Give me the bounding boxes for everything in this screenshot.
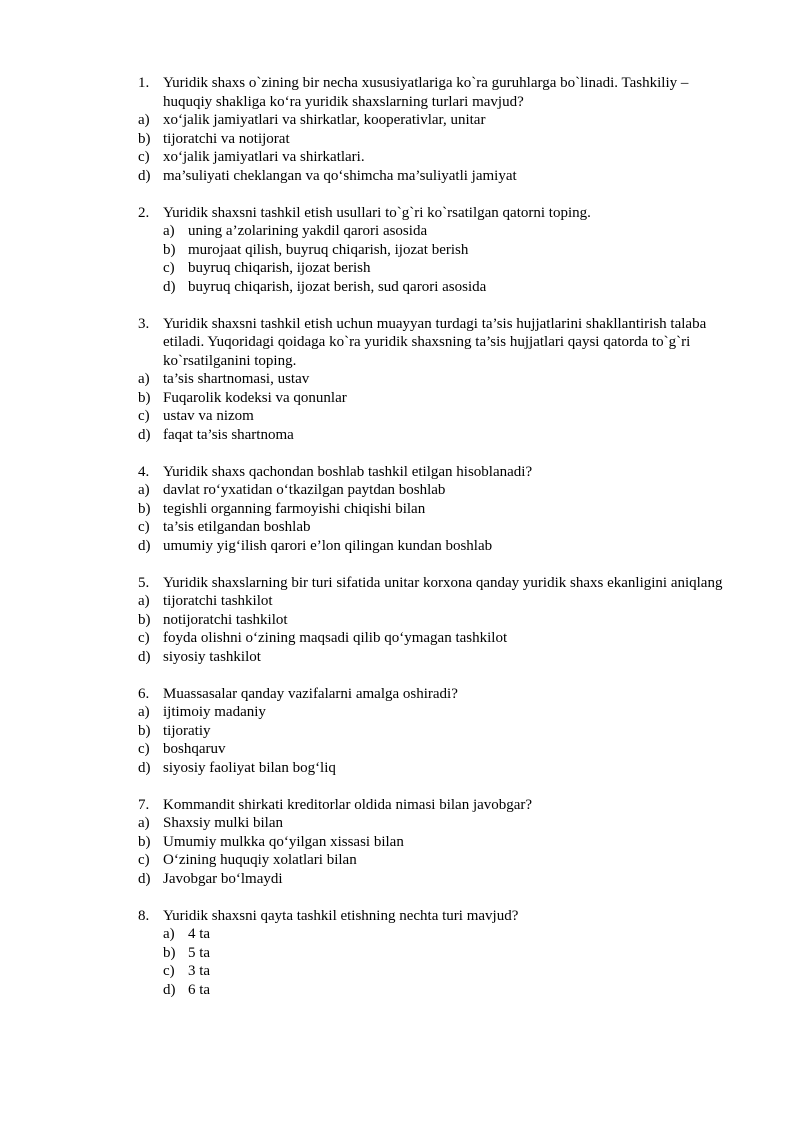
option-text: Javobgar bo‘lmaydi [163, 870, 283, 887]
answer-option [0, 814, 800, 833]
option-text: O‘zining huquqiy xolatlari bilan [163, 852, 357, 868]
answer-option [0, 944, 800, 963]
option-text: ustav va nizom [163, 408, 254, 424]
question-number: 6. [138, 685, 150, 702]
answer-option [0, 407, 800, 426]
question-block [0, 315, 800, 445]
answer-option [0, 167, 800, 186]
answer-option [0, 370, 800, 389]
answer-option [0, 537, 800, 556]
option-label: b) [163, 944, 176, 961]
question-row [0, 685, 800, 704]
option-label: d) [138, 426, 151, 443]
option-label: d) [138, 870, 151, 887]
option-label: c) [138, 741, 150, 757]
option-label: a) [138, 371, 150, 387]
option-text: xo‘jalik jamiyatlari va shirkatlari. [163, 149, 365, 165]
answer-option [0, 222, 800, 241]
question-row [0, 74, 800, 111]
answer-option [0, 759, 800, 778]
option-text: murojaat qilish, buyruq chiqarish, ijozat berish [188, 241, 469, 258]
question-row [0, 204, 800, 223]
question-block [0, 463, 800, 556]
answer-option [0, 426, 800, 445]
answer-option [0, 740, 800, 759]
question-text: Yuridik shaxslarning bir turi sifatida unitar korxona qanday yuridik shaxs ekanligini aniqlang [163, 574, 723, 591]
question-text: Yuridik shaxs o`zining bir necha xususiyatlariga ko`ra guruhlarga bo`linadi. Tashkiliy – huquqiy shakliga ko‘ra yuridik shaxslarning turlari mavjud? [163, 75, 689, 110]
answer-option [0, 648, 800, 667]
question-block [0, 574, 800, 667]
answer-option [0, 130, 800, 149]
answer-option [0, 611, 800, 630]
option-text: ma’suliyati cheklangan va qo‘shimcha ma’suliyatli jamiyat [163, 167, 517, 184]
option-text: ta’sis etilgandan boshlab [163, 519, 311, 535]
answer-option [0, 851, 800, 870]
answer-option [0, 925, 800, 944]
question-block [0, 685, 800, 778]
question-number: 7. [138, 796, 150, 813]
question-row [0, 463, 800, 482]
option-label: c) [163, 260, 175, 276]
option-text: 3 ta [188, 963, 211, 979]
option-label: a) [138, 112, 150, 128]
answer-option [0, 962, 800, 981]
question-number: 3. [138, 315, 150, 332]
question-text: Yuridik shaxsni tashkil etish uchun muayyan turdagi ta’sis hujjatlarini shakllantirish talaba etiladi. Yuqoridagi qoidaga ko`ra yuridik shaxsning ta’sis hujjatlari qaysi qatorda to`g`ri ko`rsatilganini toping. [163, 315, 707, 369]
answer-option [0, 870, 800, 889]
option-text: faqat ta’sis shartnoma [163, 426, 294, 443]
option-text: Shaxsiy mulki bilan [163, 815, 283, 831]
option-label: b) [138, 500, 151, 517]
answer-option [0, 703, 800, 722]
option-label: d) [138, 537, 151, 554]
question-block [0, 796, 800, 889]
question-block [0, 74, 800, 185]
option-label: b) [163, 241, 176, 258]
option-label: d) [138, 648, 151, 665]
answer-option [0, 981, 800, 1000]
question-row [0, 574, 800, 593]
answer-option [0, 481, 800, 500]
option-text: ta’sis shartnomasi, ustav [163, 371, 310, 387]
option-text: tijoratchi tashkilot [163, 593, 273, 609]
option-label: c) [138, 408, 150, 424]
option-text: uning a’zolarining yakdil qarori asosida [188, 223, 428, 239]
question-text: Yuridik shaxs qachondan boshlab tashkil etilgan hisoblanadi? [163, 463, 533, 480]
option-label: a) [163, 926, 175, 942]
option-label: c) [138, 149, 150, 165]
option-label: a) [138, 482, 150, 498]
answer-option [0, 592, 800, 611]
answer-option [0, 259, 800, 278]
question-text: Muassasalar qanday vazifalarni amalga oshiradi? [163, 685, 458, 702]
question-block [0, 907, 800, 1000]
answer-option [0, 111, 800, 130]
question-number: 1. [138, 75, 150, 91]
option-text: foyda olishni o‘zining maqsadi qilib qo‘ymagan tashkilot [163, 630, 508, 646]
answer-option [0, 518, 800, 537]
document-page [0, 74, 800, 1018]
option-text: 4 ta [188, 926, 211, 942]
option-label: b) [138, 611, 151, 628]
option-label: b) [138, 130, 151, 147]
option-label: d) [163, 278, 176, 295]
option-text: davlat ro‘yxatidan o‘tkazilgan paytdan boshlab [163, 482, 446, 498]
option-label: d) [138, 759, 151, 776]
option-text: umumiy yig‘ilish qarori e’lon qilingan kundan boshlab [163, 537, 493, 554]
option-text: notijoratchi tashkilot [163, 611, 288, 628]
answer-option [0, 629, 800, 648]
question-number: 2. [138, 204, 150, 221]
answer-option [0, 722, 800, 741]
option-label: a) [138, 704, 150, 720]
answer-option [0, 389, 800, 408]
option-text: Umumiy mulkka qo‘yilgan xissasi bilan [163, 833, 404, 850]
question-number: 4. [138, 463, 150, 480]
answer-option [0, 278, 800, 297]
option-text: 5 ta [188, 944, 211, 961]
option-label: d) [163, 981, 176, 998]
option-label: a) [138, 593, 150, 609]
option-text: buyruq chiqarish, ijozat berish, sud qarori asosida [188, 278, 487, 295]
question-row [0, 907, 800, 926]
option-text: 6 ta [188, 981, 211, 998]
option-text: xo‘jalik jamiyatlari va shirkatlar, kooperativlar, unitar [163, 112, 486, 128]
question-block [0, 204, 800, 297]
answer-option [0, 833, 800, 852]
option-label: a) [138, 815, 150, 831]
option-label: c) [138, 852, 150, 868]
option-text: Fuqarolik kodeksi va qonunlar [163, 389, 347, 406]
option-label: c) [138, 630, 150, 646]
option-text: tegishli organning farmoyishi chiqishi bilan [163, 500, 426, 517]
option-label: b) [138, 833, 151, 850]
option-label: d) [138, 167, 151, 184]
option-label: b) [138, 389, 151, 406]
question-number: 8. [138, 907, 150, 924]
option-text: ijtimoiy madaniy [163, 704, 266, 720]
answer-option [0, 500, 800, 519]
question-text: Kommandit shirkati kreditorlar oldida nimasi bilan javobgar? [163, 796, 533, 813]
question-text: Yuridik shaxsni qayta tashkil etishning nechta turi mavjud? [163, 907, 519, 924]
question-text: Yuridik shaxsni tashkil etish usullari to`g`ri ko`rsatilgan qatorni toping. [163, 204, 591, 221]
question-row [0, 315, 800, 371]
option-label: a) [163, 223, 175, 239]
option-text: siyosiy faoliyat bilan bog‘liq [163, 759, 336, 776]
option-label: b) [138, 722, 151, 739]
option-text: tijoratiy [163, 722, 211, 739]
answer-option [0, 148, 800, 167]
option-text: tijoratchi va notijorat [163, 130, 290, 147]
option-label: c) [138, 519, 150, 535]
option-text: buyruq chiqarish, ijozat berish [188, 260, 371, 276]
question-number: 5. [138, 574, 150, 591]
answer-option [0, 241, 800, 260]
option-label: c) [163, 963, 175, 979]
option-text: boshqaruv [163, 741, 226, 757]
question-row [0, 796, 800, 815]
option-text: siyosiy tashkilot [163, 648, 261, 665]
